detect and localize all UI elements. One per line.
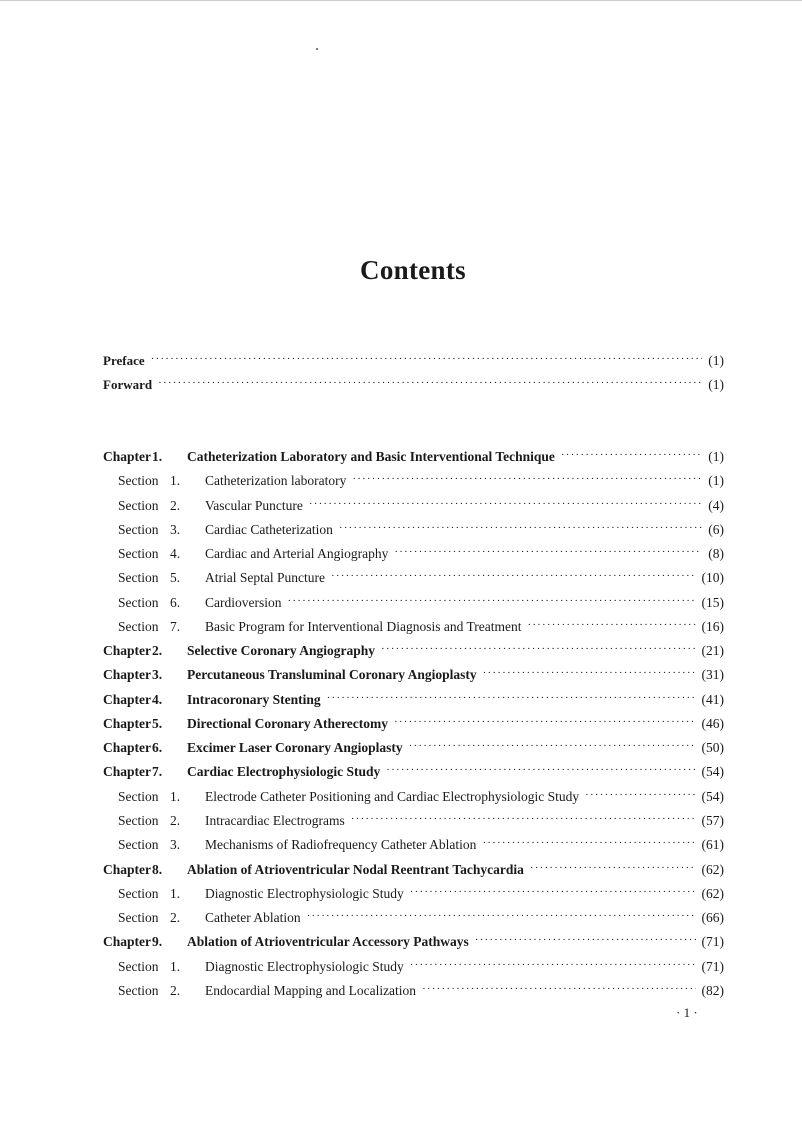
entry-kind: Section <box>118 546 159 562</box>
entry-kind: Section <box>118 788 159 804</box>
toc-chapter-entry[interactable] <box>103 930 724 954</box>
dot-leader <box>410 953 696 977</box>
entry-page: (82) <box>701 982 724 998</box>
toc-section-entry[interactable] <box>103 882 724 906</box>
entry-number: 4. <box>170 546 181 562</box>
toc-entry-preface[interactable] <box>103 349 724 373</box>
entry-kind: Section <box>118 521 159 537</box>
toc-section-entry[interactable] <box>103 566 724 590</box>
entry-kind: Chapter <box>103 449 151 464</box>
entry-kind: Chapter <box>103 740 151 756</box>
entry-page: (31) <box>701 667 724 683</box>
entry-kind: Chapter <box>103 764 151 780</box>
entry-number: 9. <box>152 934 163 950</box>
dot-leader <box>561 443 702 467</box>
entry-number: 3. <box>170 521 181 537</box>
page-edge <box>0 0 802 1</box>
toc-section-entry[interactable] <box>103 979 724 1003</box>
dot-leader <box>151 347 703 371</box>
toc-section-entry[interactable] <box>103 809 724 833</box>
dot-leader <box>351 807 696 831</box>
entry-number: 7. <box>152 764 163 780</box>
toc-chapter-entry[interactable] <box>103 639 724 663</box>
page-number: · 1 · <box>676 1005 698 1020</box>
dot-leader <box>307 904 696 928</box>
entry-title: Endocardial Mapping and Localization <box>205 982 417 998</box>
entry-number: 2. <box>170 910 181 926</box>
dot-leader <box>394 540 702 564</box>
entry-number: 8. <box>152 861 163 877</box>
entry-kind: Chapter <box>103 934 151 950</box>
entry-number: 2. <box>170 812 181 828</box>
entry-kind: Section <box>118 473 159 489</box>
entry-kind: Section <box>118 837 159 853</box>
page-title: Contents <box>360 255 466 285</box>
toc-entry-forward[interactable] <box>103 373 724 397</box>
entry-page: (62) <box>701 885 724 901</box>
entry-page: (61) <box>701 837 724 853</box>
dot-leader <box>339 516 702 540</box>
entry-kind: Section <box>118 958 159 974</box>
toc-section-entry[interactable] <box>103 785 724 809</box>
entry-title: Cardioversion <box>205 594 282 610</box>
entry-number: 2. <box>170 497 181 513</box>
entry-title: Catheterization Laboratory and Basic Interventional Technique <box>187 449 555 464</box>
entry-page: (46) <box>701 715 724 731</box>
dot-leader <box>327 686 696 710</box>
entry-page: (10) <box>701 570 724 586</box>
entry-kind: Chapter <box>103 643 151 659</box>
dot-leader <box>530 856 696 880</box>
dot-leader <box>386 758 695 782</box>
entry-title: Cardiac Catheterization <box>205 521 333 537</box>
dot-leader <box>585 783 695 807</box>
toc-section-entry[interactable] <box>103 955 724 979</box>
entry-kind: Section <box>118 812 159 828</box>
toc-section-entry[interactable] <box>103 518 724 542</box>
entry-number: 2. <box>170 982 181 998</box>
entry-title: Atrial Septal Puncture <box>205 570 325 586</box>
entry-kind: Section <box>118 497 159 513</box>
entry-title: Selective Coronary Angiography <box>187 643 375 659</box>
toc-section-entry[interactable] <box>103 833 724 857</box>
toc-chapter-entry[interactable] <box>103 712 724 736</box>
dot-leader <box>482 831 695 855</box>
dot-leader <box>409 734 696 758</box>
entry-page: (15) <box>701 594 724 610</box>
dot-leader <box>352 467 702 491</box>
dot-leader <box>422 977 695 1001</box>
entry-title: Directional Coronary Atherectomy <box>187 715 388 731</box>
dot-leader <box>158 371 702 395</box>
entry-title: Cardiac and Arterial Angiography <box>205 546 389 562</box>
entry-page: (1) <box>708 449 724 464</box>
entry-title: Basic Program for Interventional Diagnosis and Treatment <box>205 618 522 634</box>
entry-number: 1. <box>170 885 181 901</box>
entry-page: (1) <box>708 377 724 393</box>
entry-kind: Section <box>118 910 159 926</box>
toc-chapter-entry[interactable] <box>103 760 724 784</box>
entry-title: Intracardiac Electrograms <box>205 812 345 828</box>
front-matter-list <box>103 349 724 398</box>
dot-leader <box>483 661 696 685</box>
entry-page: (1) <box>708 473 724 489</box>
entry-page: (66) <box>701 910 724 926</box>
entry-page: (41) <box>701 691 724 707</box>
entry-title: Diagnostic Electrophysiologic Study <box>205 958 404 974</box>
entry-page: (54) <box>701 788 724 804</box>
entry-kind: Section <box>118 982 159 998</box>
dot-leader <box>475 928 696 952</box>
entry-number: 1. <box>170 473 181 489</box>
entry-number: 5. <box>170 570 181 586</box>
toc-section-entry[interactable] <box>103 494 724 518</box>
entry-title: Forward <box>103 377 153 393</box>
entry-page: (54) <box>701 764 724 780</box>
entry-page: (16) <box>701 618 724 634</box>
entry-number: 5. <box>152 715 163 731</box>
entry-kind: Section <box>118 618 159 634</box>
entry-number: 1. <box>170 788 181 804</box>
scan-speck <box>316 48 318 50</box>
toc-section-entry[interactable] <box>103 469 724 493</box>
toc-section-entry[interactable] <box>103 615 724 639</box>
entry-title: Preface <box>103 353 145 368</box>
entry-number: 4. <box>152 691 163 707</box>
entry-page: (57) <box>701 812 724 828</box>
entry-page: (71) <box>701 934 724 950</box>
entry-kind: Chapter <box>103 861 151 877</box>
entry-page: (4) <box>708 497 724 513</box>
entry-title: Catheterization laboratory <box>205 473 347 489</box>
entry-number: 1. <box>170 958 181 974</box>
entry-number: 3. <box>152 667 163 683</box>
entry-page: (1) <box>708 353 724 368</box>
toc-section-entry[interactable] <box>103 542 724 566</box>
entry-kind: Chapter <box>103 667 151 683</box>
entry-page: (8) <box>708 546 724 562</box>
entry-kind: Section <box>118 570 159 586</box>
entry-page: (21) <box>701 643 724 659</box>
entry-page: (71) <box>701 958 724 974</box>
entry-title: Mechanisms of Radiofrequency Catheter Ablation <box>205 837 477 853</box>
entry-title: Vascular Puncture <box>205 497 303 513</box>
dot-leader <box>527 613 695 637</box>
dot-leader <box>394 710 696 734</box>
entry-title: Ablation of Atrioventricular Accessory Pathways <box>187 934 469 950</box>
dot-leader <box>288 589 696 613</box>
toc-chapter-entry[interactable] <box>103 688 724 712</box>
dot-leader <box>381 637 696 661</box>
entry-number: 2. <box>152 643 163 659</box>
entry-kind: Chapter <box>103 715 151 731</box>
toc-chapter-entry[interactable] <box>103 736 724 760</box>
toc-chapter-entry[interactable] <box>103 858 724 882</box>
entry-title: Ablation of Atrioventricular Nodal Reentrant Tachycardia <box>187 861 524 877</box>
toc-list <box>103 445 724 1003</box>
dot-leader <box>410 880 696 904</box>
toc-chapter-entry[interactable] <box>103 445 724 469</box>
toc-chapter-entry[interactable] <box>103 663 724 687</box>
entry-page: (50) <box>701 740 724 756</box>
entry-kind: Chapter <box>103 691 151 707</box>
entry-title: Percutaneous Transluminal Coronary Angioplasty <box>187 667 477 683</box>
entry-title: Intracoronary Stenting <box>187 691 321 707</box>
dot-leader <box>331 564 696 588</box>
dot-leader <box>309 492 702 516</box>
entry-page: (6) <box>708 521 724 537</box>
entry-number: 6. <box>170 594 181 610</box>
entry-title: Cardiac Electrophysiologic Study <box>187 764 381 780</box>
entry-title: Excimer Laser Coronary Angioplasty <box>187 740 403 756</box>
entry-kind: Section <box>118 885 159 901</box>
entry-title: Catheter Ablation <box>205 910 301 926</box>
entry-number: 1. <box>152 449 163 464</box>
toc-section-entry[interactable] <box>103 906 724 930</box>
entry-kind: Section <box>118 594 159 610</box>
entry-number: 3. <box>170 837 181 853</box>
entry-title: Electrode Catheter Positioning and Cardiac Electrophysiologic Study <box>205 788 580 804</box>
entry-number: 7. <box>170 618 181 634</box>
entry-title: Diagnostic Electrophysiologic Study <box>205 885 404 901</box>
entry-page: (62) <box>701 861 724 877</box>
toc-section-entry[interactable] <box>103 591 724 615</box>
entry-number: 6. <box>152 740 163 756</box>
